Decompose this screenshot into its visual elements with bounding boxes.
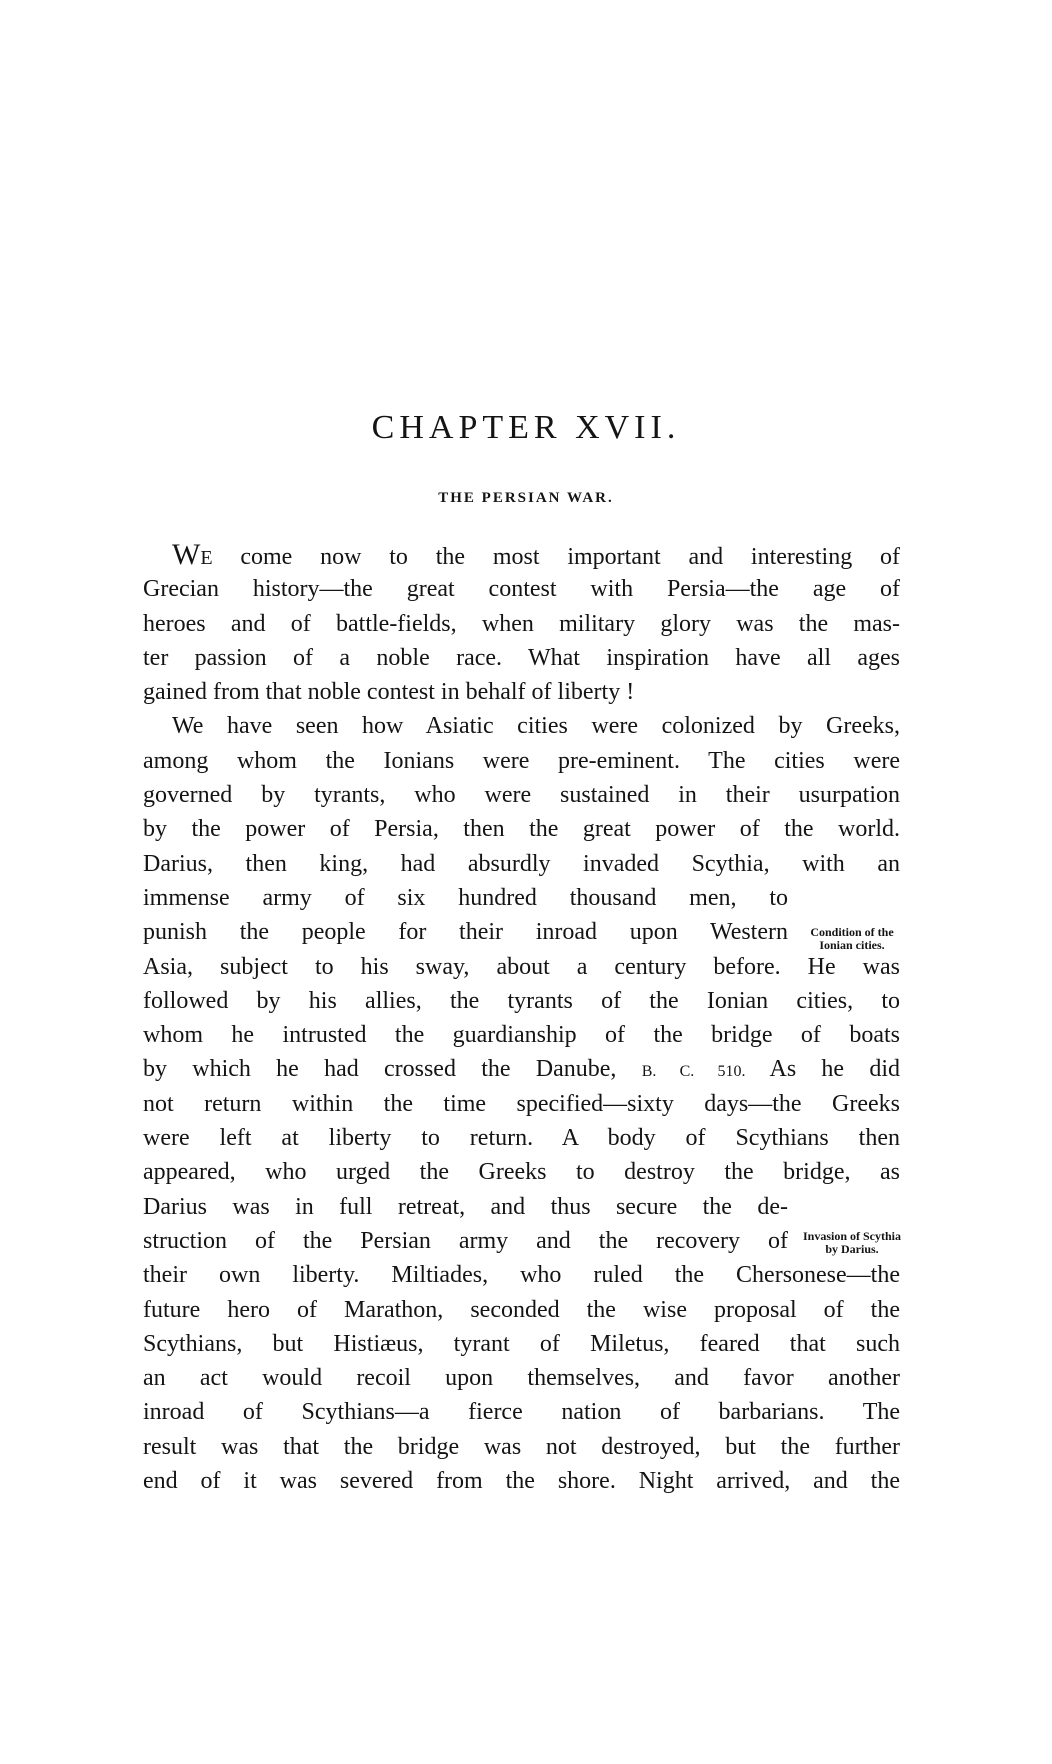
drop-cap: W	[172, 538, 201, 571]
text-line: an act would recoil upon themselves, and favor another	[143, 1365, 900, 1392]
text-line: We have seen how Asiatic cities were colonized by Greeks,	[172, 713, 900, 740]
text-line: Asia, subject to his sway, about a century before. He was	[143, 953, 900, 980]
text-line: appeared, who urged the Greeks to destroy the bridge, as	[143, 1159, 900, 1186]
text-line: Scythians, but Histiæus, tyrant of Miletus, feared that such	[143, 1330, 900, 1357]
text-line: result was that the bridge was not destroyed, but the further	[143, 1433, 900, 1460]
chapter-title: CHAPTER XVII.	[371, 409, 681, 446]
line-text: by which he had crossed the Danube,	[143, 1056, 617, 1083]
margin-note: Invasion of Scythia by Darius.	[802, 1229, 902, 1256]
text-line: heroes and of battle-fields, when military glory was the mas-	[143, 610, 900, 637]
text-line: inroad of Scythians—a fierce nation of barbarians. The	[143, 1399, 900, 1426]
text-line: Darius was in full retreat, and thus secure the de-	[143, 1193, 788, 1220]
text-line: whom he intrusted the guardianship of the bridge of boats	[143, 1022, 900, 1049]
text-line: ter passion of a noble race. What inspiration have all ages	[143, 644, 900, 671]
chapter-body	[143, 538, 900, 1498]
text-line: by the power of Persia, then the great power of the world.	[143, 816, 900, 843]
text-line: punish the people for their inroad upon Western	[143, 919, 788, 946]
text-line: future hero of Marathon, seconded the wise proposal of the	[143, 1296, 900, 1323]
text-line: gained from that noble contest in behalf of liberty !	[143, 679, 635, 706]
chapter-subtitle: THE PERSIAN WAR.	[438, 490, 614, 506]
text-line	[143, 1052, 900, 1086]
text-line: followed by his allies, the tyrants of the Ionian cities, to	[143, 987, 900, 1014]
text-line: were left at liberty to return. A body of Scythians then	[143, 1125, 900, 1152]
text-line: not return within the time specified—sixty days—the Greeks	[143, 1090, 900, 1117]
line-text: come now to the most important and interesting of	[240, 544, 901, 570]
text-line: governed by tyrants, who were sustained in their usurpation	[143, 782, 900, 809]
text-line: end of it was severed from the shore. Night arrived, and the	[143, 1468, 900, 1495]
date-reference: B. C. 510.	[641, 1063, 746, 1081]
text-line: Grecian history—the great contest with Persia—the age of	[143, 576, 900, 603]
text-line: immense army of six hundred thousand men, to	[143, 884, 788, 911]
margin-note: Condition of the Ionian cities.	[810, 925, 894, 952]
small-cap: E	[200, 547, 213, 569]
text-line	[143, 538, 900, 572]
text-line: struction of the Persian army and the recovery of	[143, 1227, 788, 1254]
line-text: As he did	[769, 1056, 901, 1083]
text-line: their own liberty. Miltiades, who ruled the Chersonese—the	[143, 1262, 900, 1289]
text-line: Darius, then king, had absurdly invaded Scythia, with an	[143, 850, 900, 877]
text-line: among whom the Ionians were pre-eminent. The cities were	[143, 747, 900, 774]
